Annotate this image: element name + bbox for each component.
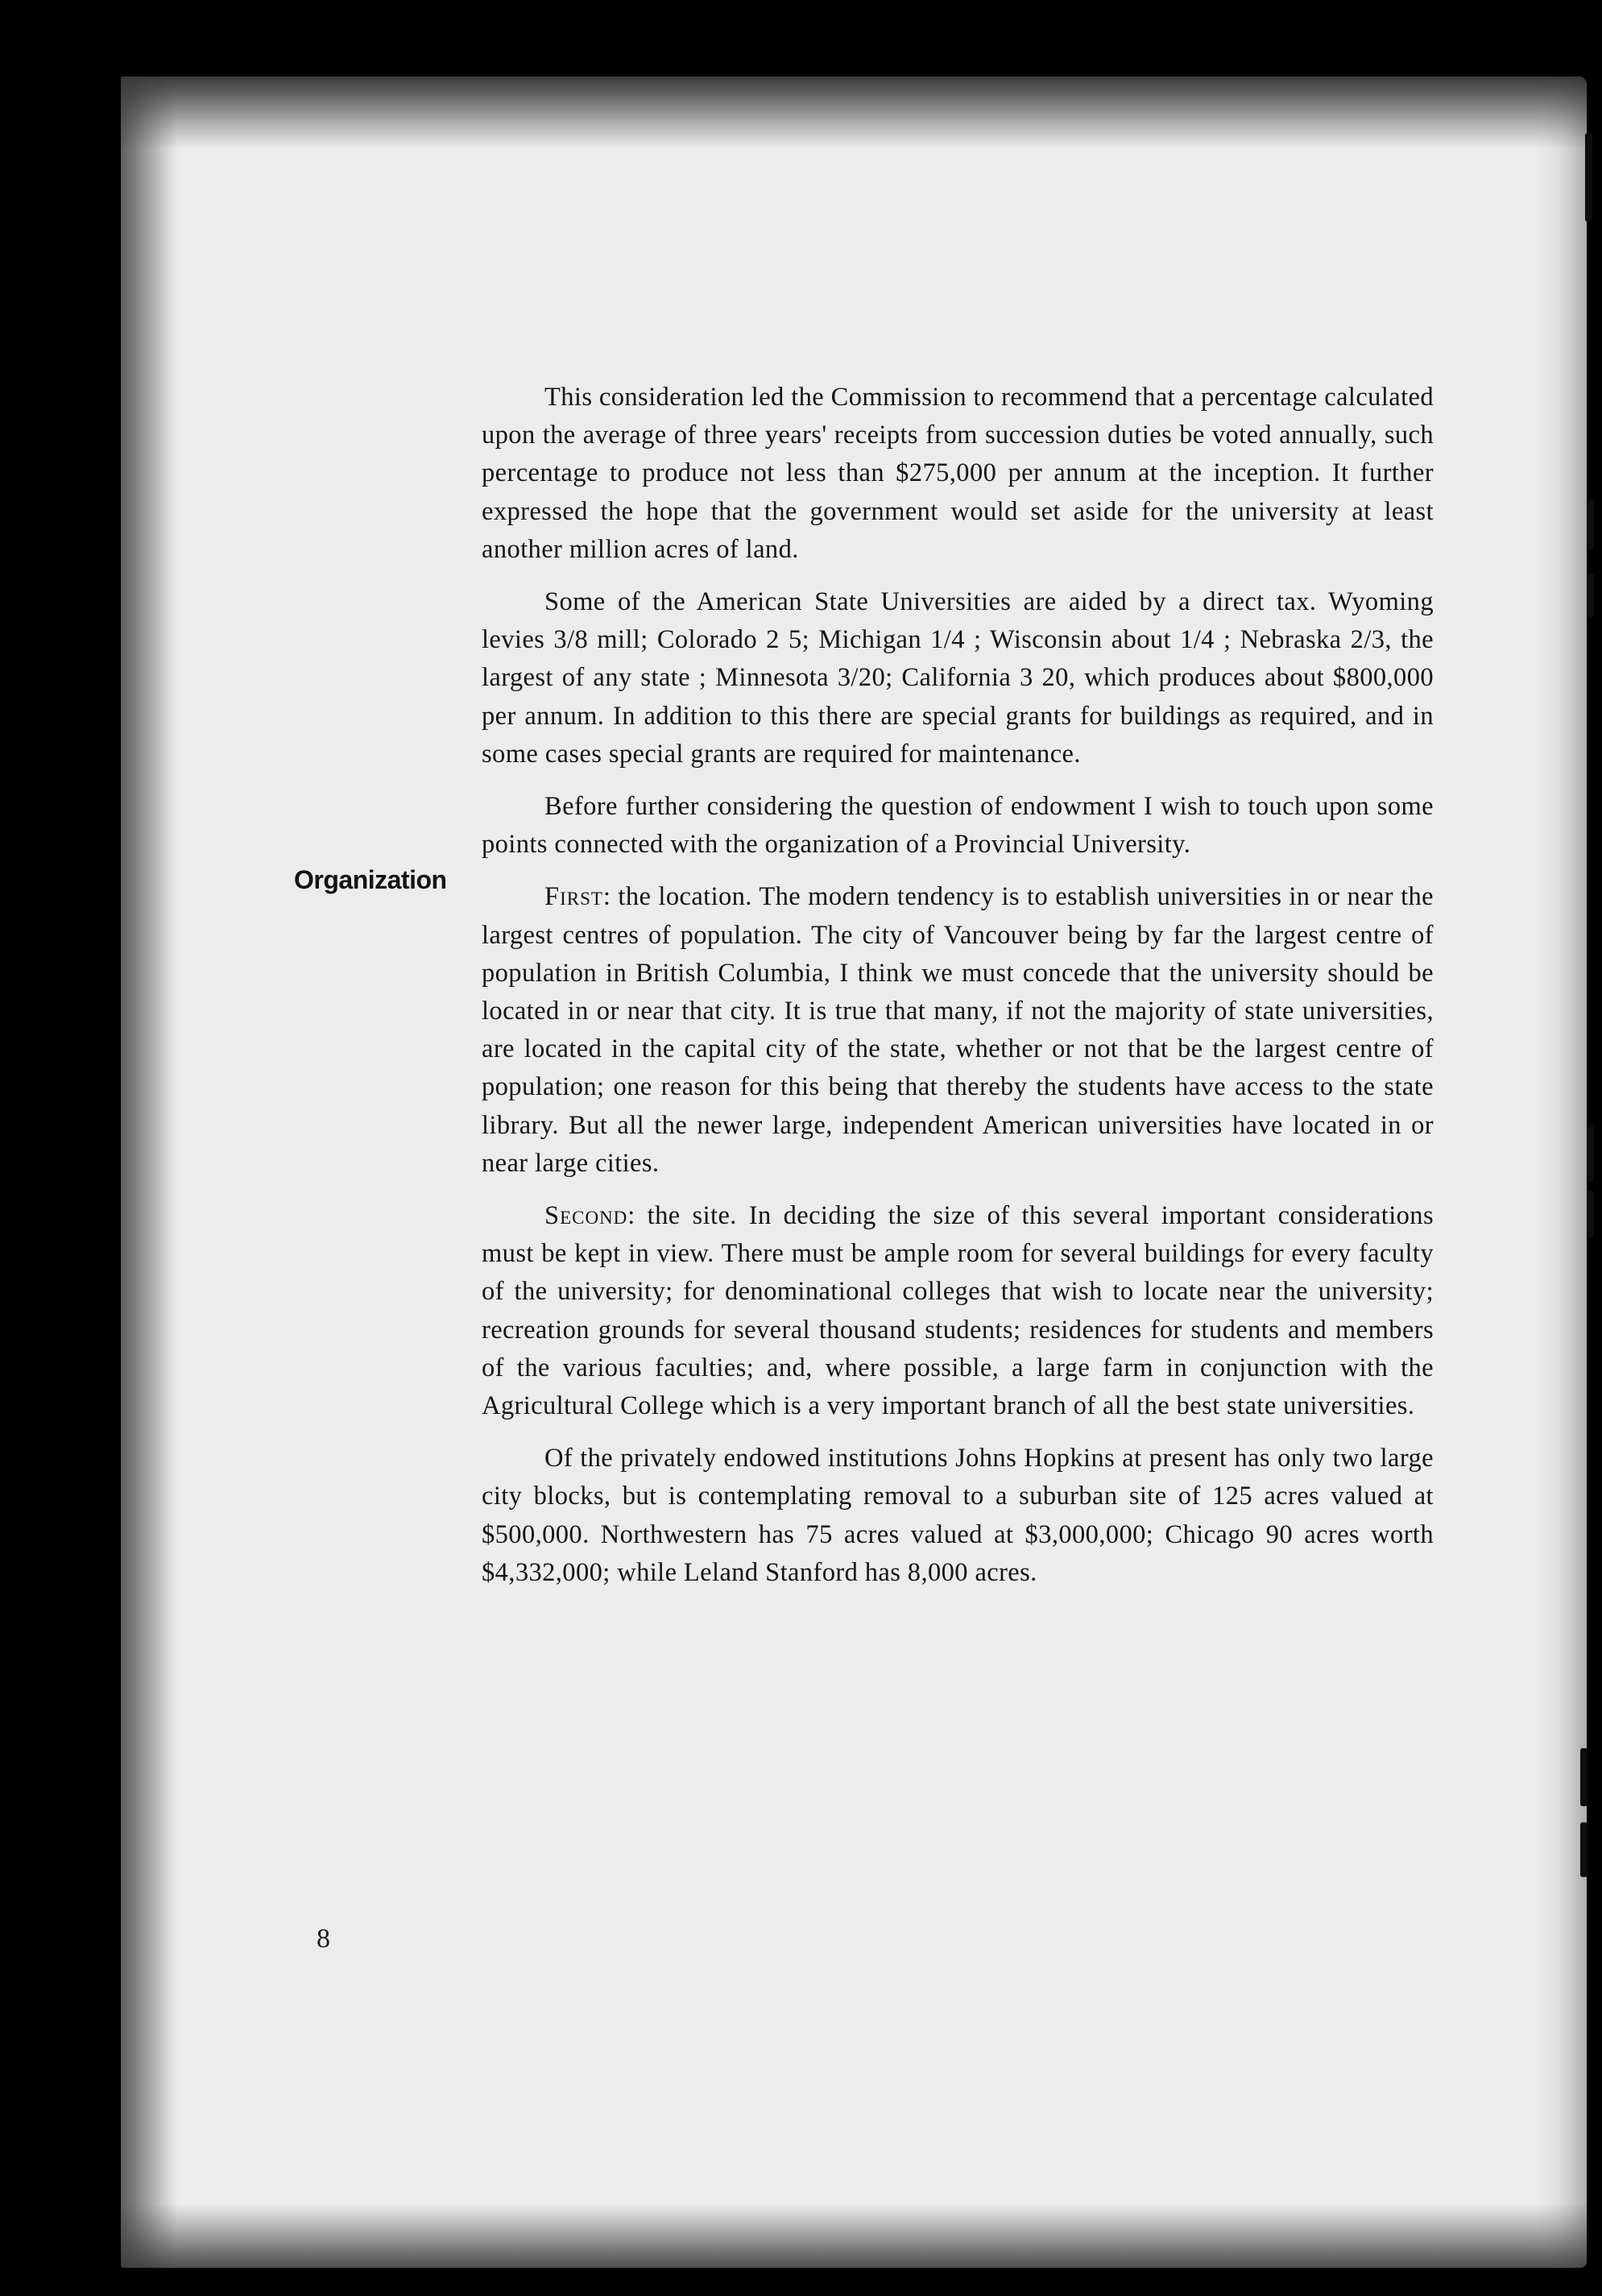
binding-mark	[1587, 499, 1594, 549]
page-number: 8	[317, 1924, 330, 1954]
binding-mark	[1585, 133, 1592, 222]
paragraph: This consideration led the Commission to recommend that a percentage calculated upon the average of three years' receipts from succession duties be voted annually, such percentage to produce not less than $275,000 per annum at the inception. It further expressed the hope that the government would set aside for the university at least another million acres of land.	[482, 383, 1434, 564]
paragraph-label: Second	[544, 1201, 628, 1231]
paragraph-text: : the site. In deciding the size of this several important considerations must be kept in view. There must be ample room for several buildings for every faculty of the university; for denominational colleges that wish to locate near the university; recreation grounds for several thousand students; residences for students and members of the various faculties; and, where possible, a large farm in conjunction with the Agricultural College which is a very important branch of all the best state universities.	[482, 1201, 1434, 1421]
paragraph: Some of the American State Universities are aided by a direct tax. Wyoming levies 3/8 mill; Colorado 2 5; Michigan 1/4 ; Wisconsin about 1/4 ; Nebraska 2/3, the largest of any state ; Minnesota 3/20; California 3 20, which produces about $800,000 per annum. In addition to this there are special grants for buildings as required, and in some cases special grants are required for maintenance.	[482, 587, 1434, 769]
paragraph-text: : the location. The modern tendency is to establish universities in or near the largest centres of population. The city of Vancouver being by far the largest centre of population in British Columbia, I think we must concede that the university should be located in or near that city. It is true that many, if not the majority of state universities, are located in the capital city of the state, whether or not that be the largest centre of population; one reason for this being that thereby the students have access to the state library. But all the newer large, independent American universities have located in or near large cities.	[482, 882, 1434, 1178]
page-edge-shadow	[121, 2203, 1587, 2268]
paragraph	[482, 878, 1434, 1183]
body-text	[482, 379, 1434, 1606]
paragraph	[482, 1197, 1434, 1425]
binding-mark	[1580, 1822, 1588, 1877]
binding-mark	[1587, 574, 1594, 618]
paragraph-label: First	[544, 882, 603, 912]
paragraph: Before further considering the question of endowment I wish to touch upon some points connected with the organization of a Provincial University.	[482, 792, 1434, 860]
binding-mark	[1587, 1191, 1594, 1237]
margin-heading: Organization	[294, 865, 447, 894]
paragraph: Of the privately endowed institutions Johns Hopkins at present has only two large city blocks, but is contemplating removal to a suburban site of 125 acres valued at $500,000. Northwestern has 75 acres valued at $3,000,000; Chicago 90 acres worth $4,332,000; while Leland Stanford has 8,000 acres.	[482, 1444, 1434, 1587]
binding-mark	[1580, 1748, 1588, 1806]
binding-mark	[1587, 1125, 1594, 1181]
